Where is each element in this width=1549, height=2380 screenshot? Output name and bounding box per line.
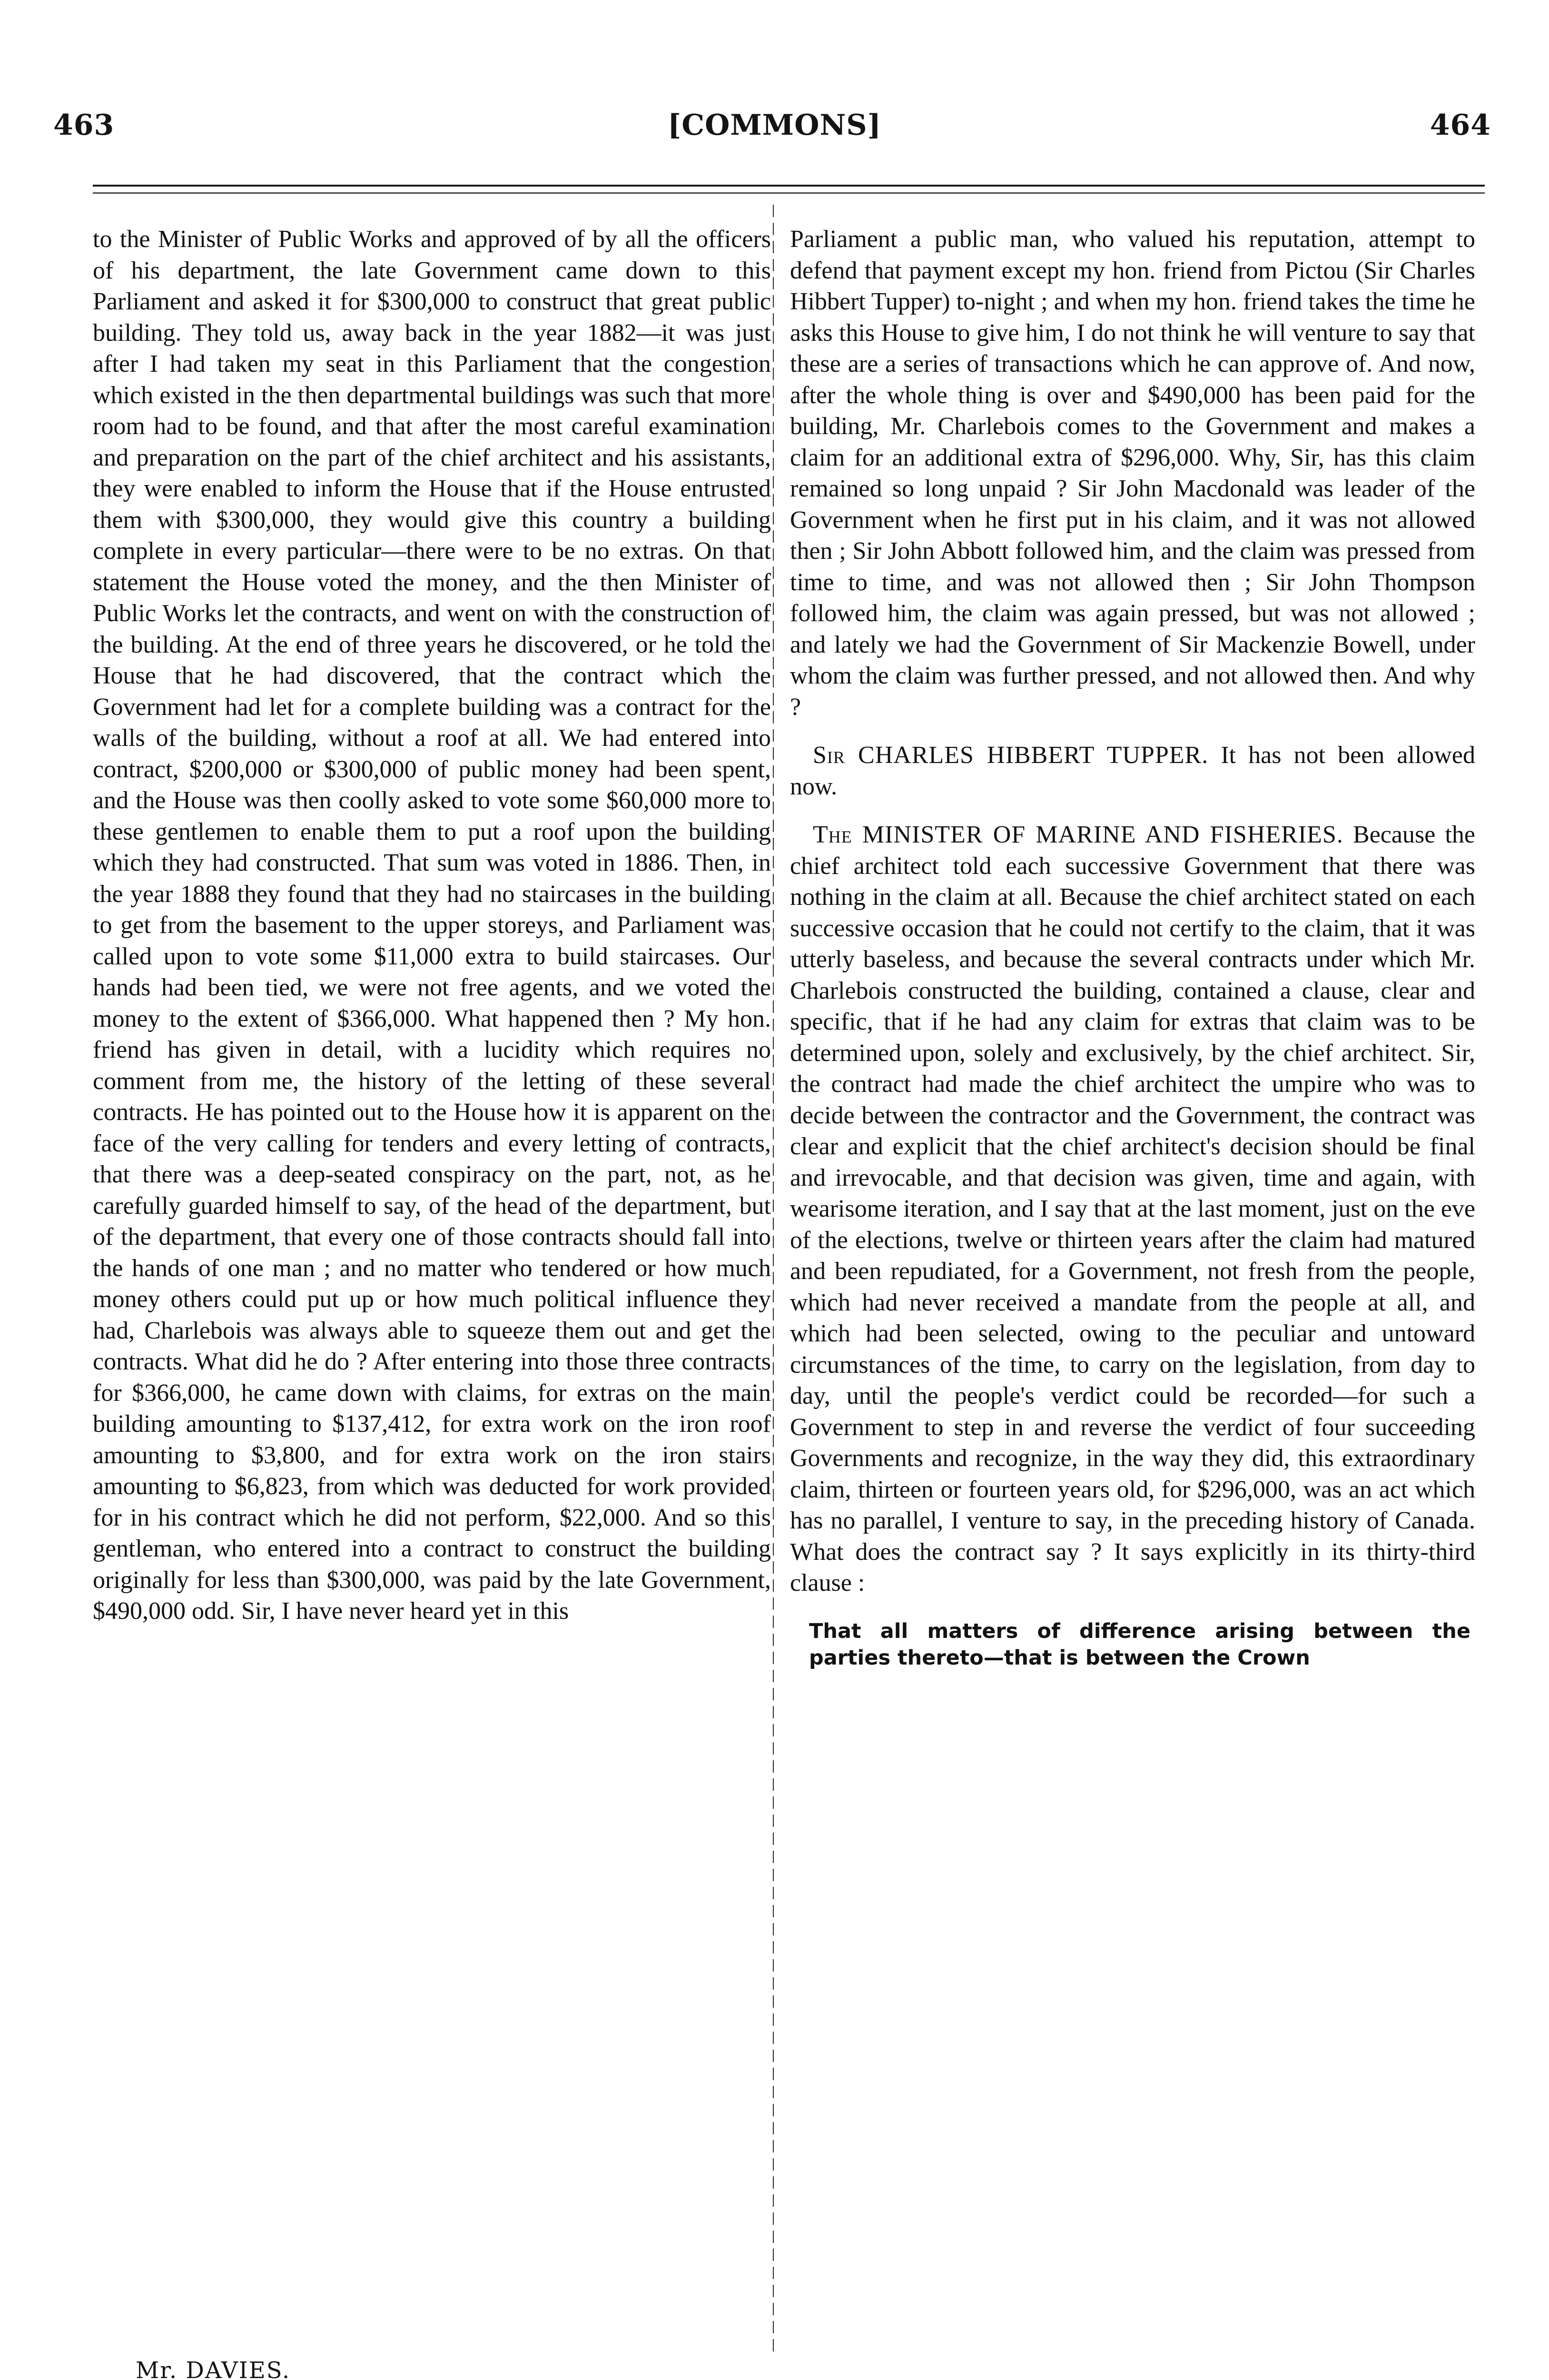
speaker-name: The MINISTER OF MARINE AND FISHERIES. <box>813 821 1343 848</box>
speaker-name: Sir CHARLES HIBBERT TUPPER. <box>813 742 1209 769</box>
header-rule <box>93 185 1485 187</box>
column-divider <box>773 205 774 2356</box>
speech-paragraph: Parliament a public man, who valued his reputation, attempt to defend that payment except my hon. friend from Pictou (Sir Charles Hibbert Tupper) to-night ; and when my hon. friend takes the time he asks this House to give him, I do not think he will venture to say that these are a series of transactions which he can approve of. And now, after the whole thing is over and $490,000 has been paid for the building, Mr. Charlebois comes to the Government and makes a claim for an additional extra of $296,000. Why, Sir, has this claim remained so long unpaid ? Sir John Macdonald was leader of the Government when he first put in his claim, and it was not allowed then ; Sir John Abbott followed him, and the claim was pressed from time to time, and was not allowed then ; Sir John Thompson followed him, the claim was again pressed, but was not allowed ; and lately we had the Government of Sir Mackenzie Bowell, under whom the claim was further pressed, and not allowed then. And why ? <box>790 226 1475 721</box>
right-page-number: 464 <box>1430 109 1491 142</box>
speech-paragraph: to the Minister of Public Works and approved of by all the officers of his department, the late Government came down to this Parliament and asked it for $300,000 to construct that great public building. They told us, away back in the year 1882—it was just after I had taken my seat in this Parliament that the congestion which existed in the then departmental buildings was such that more room had to be found, and that after the most careful examination and preparation on the part of the chief architect and his assistants, they were enabled to inform the House that if the House entrusted them with $300,000, they would give this country a building complete in every particular—there were to be no extras. On that statement the House voted the money, and the then Minister of Public Works let the contracts, and went on with the construction of the building. At the end of three years he discovered, or he told the House that he had discovered, that the contract which the Government had let for a complete building was a contract for the walls of the building, without a roof at all. We had entered into contract, $200,000 or $300,000 of public money had been spent, and the House was then coolly asked to vote some $60,000 more to these gentlemen to enable them to put a roof upon the building which they had constructed. That sum was voted in 1886. Then, in the year 1888 they found that they had no staircases in the building to get from the basement to the upper storeys, and Parliament was called upon to vote some $11,000 extra to build staircases. Our hands had been tied, we were not free agents, and we voted the money to the extent of $366,000. What happened then ? My hon. friend has given in detail, with a lucidity which requires no comment from me, the history of the letting of these several contracts. He has pointed out to the House how it is apparent on the face of the very calling for tenders and every letting of contracts, that there was a deep-seated conspiracy on the part, not, as he carefully guarded himself to say, of the head of the department, but of the department, that every one of those contracts should fall into the hands of one man ; and no matter who tendered or how much money others could put up or how much political influence they had, Charlebois was always able to squeeze them out and get the contracts. What did he do ? After entering into those three contracts for $366,000, he came down with claims, for extras on the main building amounting to $137,412, for extra work on the iron roof amounting to $3,800, and for extra work on the iron stairs amounting to $6,823, from which was deducted for work provided for in his contract which he did not perform, $22,000. And so this gentleman, who entered into a contract to construct the building originally for less than $300,000, was paid by the late Government, $490,000 odd. Sir, I have never heard yet in this <box>93 226 771 1625</box>
reply-text: Because the chief architect told each successive Government that there was nothing in the claim at all. Because the chief architect stated on each successive occasion that he could not certify to the claim, that it was utterly baseless, and because the several contracts under which Mr. Charlebois constructed the building, contained a clause, clear and specific, that if he had any claim for extras that claim was to be determined upon, solely and exclusively, by the chief architect. Sir, the contract had made the chief architect the umpire who was to decide between the contractor and the Government, the contract was clear and explicit that the chief architect's decision should be final and irrevocable, and that decision was given, time and again, with wearisome iteration, and I say that at the last moment, just on the eve of the elections, twelve or thirteen years after the claim had matured and been repudiated, for a Government, not fresh from the people, which had never received a mandate from the people at all, and which had been selected, owing to the peculiar and untoward circumstances of the time, to carry on the legislation, from day to day, until the people's verdict could be recorded—for such a Government to step in and reverse the verdict of four succeeding Governments and recognize, in the way they did, this extraordinary claim, thirteen or fourteen years old, for $296,000, was an act which has no parallel, I venture to say, in the preceding history of Canada. What does the contract say ? It says explicitly in its thirty-third clause : <box>790 821 1475 1597</box>
left-page-number: 463 <box>53 109 115 142</box>
quoted-clause: That all matters of difference arising between the parties thereto—that is between the Crown <box>809 1619 1470 1670</box>
right-column <box>790 224 1475 1671</box>
header-rule-thin <box>93 192 1485 194</box>
interjection <box>790 740 1475 802</box>
left-column <box>93 224 771 1627</box>
running-header: [COMMONS] <box>667 109 882 142</box>
footer-speaker: Mr. DAVIES. <box>136 2357 291 2380</box>
interjection-text: It has not been allowed now. <box>790 742 1476 800</box>
reply <box>790 819 1475 1599</box>
